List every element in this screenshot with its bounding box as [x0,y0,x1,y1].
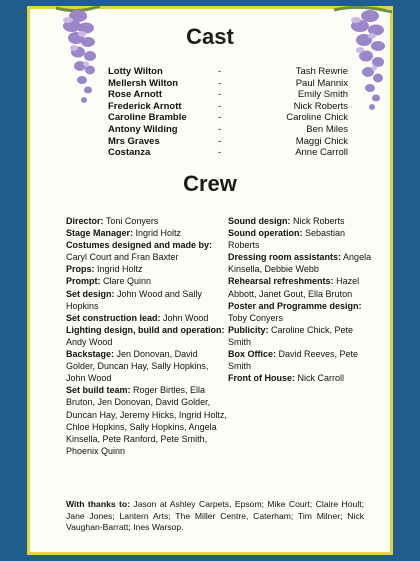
crew-role-label: Rehearsal refreshments: [228,276,334,287]
crew-names: Sebastian Roberts [228,228,346,251]
cast-actor: Paul Mannix [295,77,348,89]
crew-role-label: Set design: [66,288,115,299]
crew-role-label: Sound design: [228,216,291,226]
crew-role-label: Front of House: [228,373,295,384]
cast-role: Antony Wilding [108,123,178,135]
crew-names: Jen Donovan, David Golder, Duncan Hay, Sally Hopkins, John Wood [66,349,209,384]
crew-entry [66,215,228,227]
crew-names: Nick Roberts [290,216,345,226]
cast-row [108,89,348,101]
crew-names: Angela Kinsella, Debbie Webb [228,252,372,275]
crew-role-label: Lighting design, build and operation: [66,324,225,335]
crew-names: Caryl Court and Fran Baxter [66,252,179,263]
crew-role-label: Poster and Programme design: [228,300,362,311]
cast-dash: - [218,100,222,112]
crew-entry [66,348,228,384]
crew-right-column [228,215,378,384]
cast-dash: - [218,66,222,77]
cast-actor: Anne Carroll [295,147,348,159]
cast-dash: - [218,135,222,147]
crew-entry [228,275,378,299]
cast-actor: Maggi Chick [295,135,348,147]
cast-actor: Caroline Chick [286,112,348,124]
crew-entry [66,263,228,275]
cast-row [108,66,348,78]
crew-role-label: Set build team: [66,385,131,396]
cast-role: Mrs Graves [108,135,160,147]
crew-entry [228,300,378,324]
crew-role-label: Props: [66,264,95,275]
cast-role: Costanza [108,147,151,159]
crew-names: Toni Conyers [103,216,159,226]
cast-role: Lotty Wilton [108,66,163,77]
crew-entry [228,251,378,275]
crew-names: Caroline Chick, Pete Smith [228,324,354,347]
crew-role-label: Costumes designed and made by: [66,240,213,251]
cast-role: Frederick Arnott [108,100,182,112]
crew-names: Roger Birtles, Ella Bruton, Jen Donovan, David Golder, Duncan Hay, Jeremy Hicks, Ingrid Holtz, Chloe Hopkins, Sally Hopkins, Angela Kinsella, Pete Ranford, Pete Smith, Phoenix Quinn [66,385,227,456]
crew-entry [228,215,378,227]
cast-row [108,101,348,113]
crew-role-label: Box Office: [228,349,277,360]
crew-names: David Reeves, Pete Smith [228,349,359,372]
crew-names: Toby Conyers [228,312,284,323]
crew-names: Clare Quinn [100,276,152,287]
thanks-text: Jason at Ashley Carpets, Epsom; Mike Court; Claire Hoult; Jane Jones; Lantern Arts; The Miller Centre, Caterham; Tim Milner; Nick Vaughan-Barratt; Ines Warsop. [66,499,364,533]
crew-role-label: Director: [66,216,104,226]
cast-dash: - [218,89,222,101]
crew-names: Nick Carroll [295,373,345,384]
crew-entry [66,384,228,457]
crew-role-label: Dressing room assistants: [228,252,342,263]
cast-actor: Tash Rewrie [295,66,348,77]
crew-role-label: Publicity: [228,324,269,335]
cast-row [108,136,348,148]
cast-dash: - [218,112,222,124]
crew-role-label: Sound operation: [228,228,303,239]
crew-entry [66,239,228,263]
cast-row [108,124,348,136]
crew-names: Ingrid Holtz [94,264,143,275]
cast-dash: - [218,77,222,89]
crew-heading: Crew [183,171,237,196]
cast-row [108,78,348,90]
crew-role-label: Prompt: [66,276,101,287]
crew-names: Ingrid Holtz [133,228,182,239]
crew-entry [228,372,378,384]
wisteria-left-decoration [48,6,112,114]
crew-entry [228,227,378,251]
crew-names: Hazel Abbott, Janet Gout, Ella Bruton [228,276,360,299]
cast-row [108,147,348,159]
cast-role: Caroline Bramble [108,112,187,124]
crew-role-label: Set construction lead: [66,312,161,323]
thanks-label: With thanks to: [66,499,130,509]
crew-entry [228,324,378,348]
crew-entry [66,275,228,287]
cast-role: Rose Arnott [108,89,163,101]
crew-role-label: Backstage: [66,349,115,360]
crew-entry [66,288,228,312]
crew-entry [228,348,378,372]
crew-names: John Wood [160,312,209,323]
crew-left-column [66,215,228,457]
thanks-paragraph [66,499,364,534]
cast-actor: Ben Miles [306,123,348,135]
cast-row [108,112,348,124]
crew-names: Andy Wood [66,336,113,347]
cast-role: Mellersh Wilton [108,77,179,89]
crew-entry [66,324,228,348]
cast-actor: Emily Smith [297,89,348,101]
programme-sheet [27,6,393,555]
cast-dash: - [218,123,222,135]
crew-entry [66,227,228,239]
cast-heading: Cast [186,24,234,49]
crew-role-label: Stage Manager: [66,228,134,239]
cast-dash: - [218,147,222,159]
cast-actor: Nick Roberts [293,100,348,112]
cast-list [108,66,348,159]
crew-entry [66,312,228,324]
crew-names: John Wood and Sally Hopkins [66,288,202,311]
